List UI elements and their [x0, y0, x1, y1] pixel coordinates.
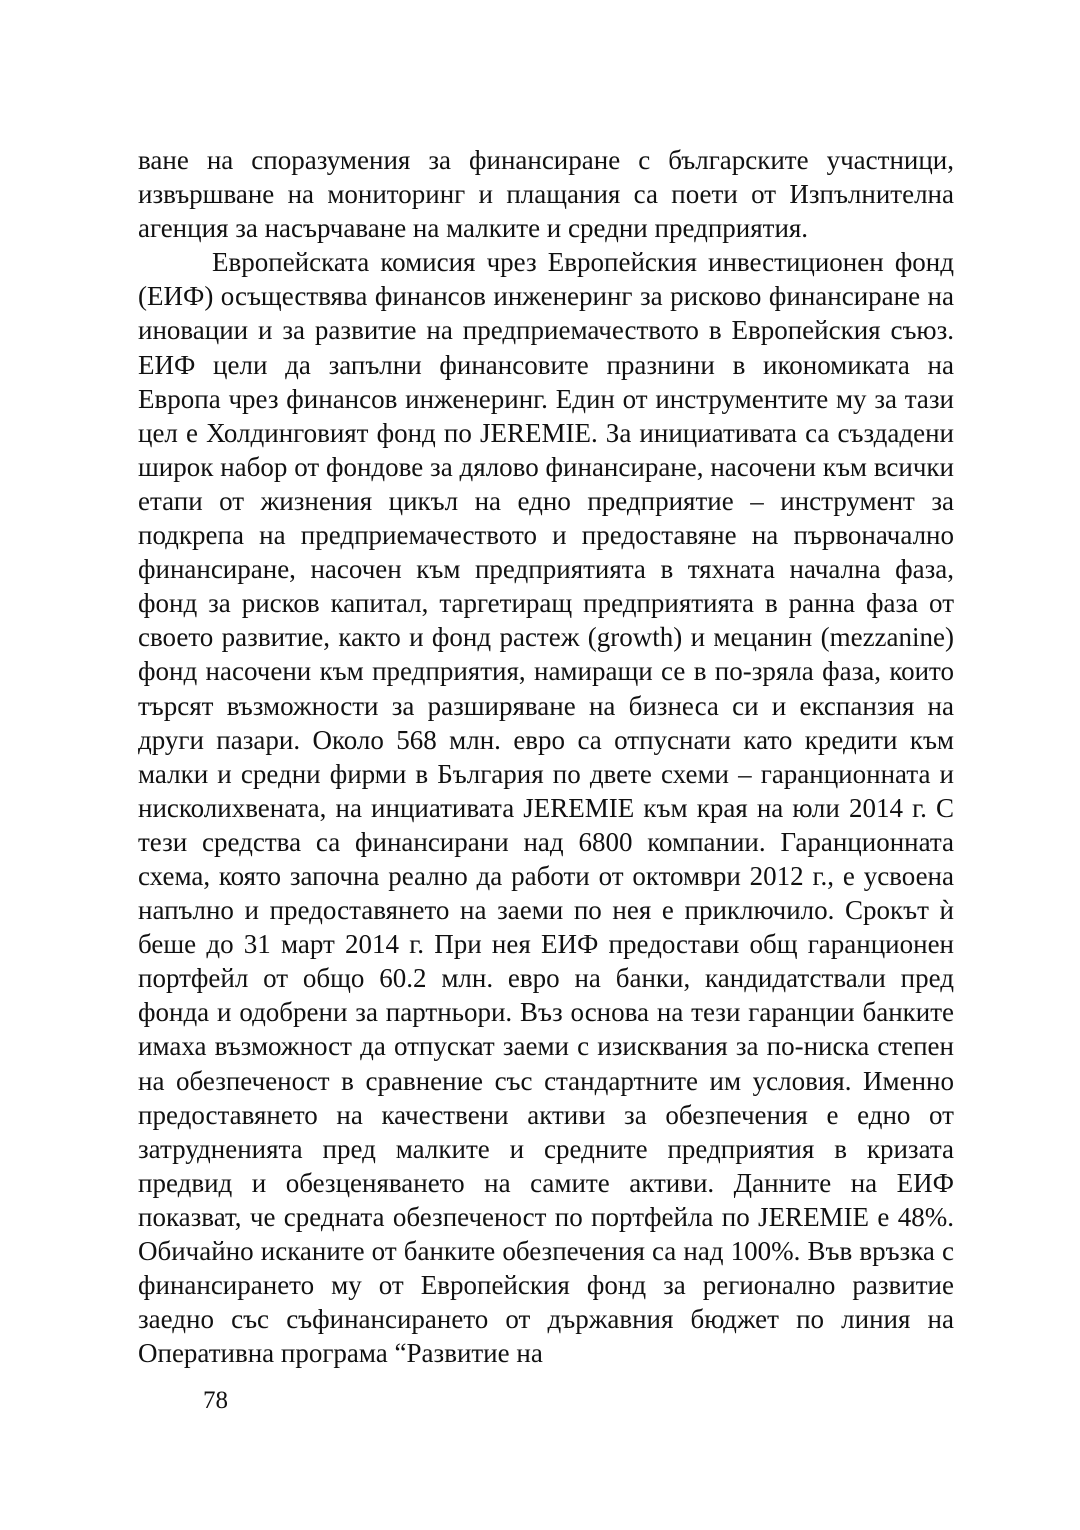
- paragraph-continuation: ване на споразумения за финансиране с българските участници, извършване на мониторинг и плащания са поети от Изпълнителна агенция за насърчаване на малките и средни предприятия.: [138, 145, 954, 244]
- paragraph-eif: Европейската комисия чрез Европейския инвестиционен фонд (ЕИФ) осъществява финансов инженеринг за рисково финансиране на иновации и за развитие на предприемачеството в Европейския съюз. ЕИФ цели да запълни финансовите празнини в икономиката на Европа чрез финансов инженеринг. Един от инструментите му за тази цел е Холдинговият фонд по JEREMIE. За инициативата са създадени широк набор от фондове за дялово финансиране, насочени към всички етапи от жизнения цикъл на едно предприятие – инструмент за подкрепа на предприемачеството и предоставяне на първоначално финансиране, насочен към предприятията в тяхната начална фаза, фонд за рисков капитал, таргетиращ предприятията в ранна фаза от своето развитие, както и фонд растеж (growth) и мецанин (mezzanine) фонд насочени към предприятия, намиращи се в по-зряла фаза, които търсят възможности за разширяване на бизнеса си и експанзия на други пазари. Около 568 млн. евро са отпуснати като кредити към малки и средни фирми в България по двете схеми – гаранционната и нисколихвената, на инциативата JEREMIE към края на юли 2014 г. С тези средства са финансирани над 6800 компании. Гаранционната схема, която започна реално да работи от октомври 2012 г., е усвоена напълно и предоставянето на заеми по нея е приключило. Срокът ѝ беше до 31 март 2014 г. При нея ЕИФ предостави общ гаранционен портфейл от общо 60.2 млн. евро на банки, кандидатствали пред фонда и одобрени за партньори. Въз основа на тези гаранции банките имаха възможност да отпускат заеми с изисквания за по-ниска степен на обезпеченост в сравнение със стандартните им условия. Именно предоставянето на качествени активи за обезпечения е едно от затрудненията пред малките и средните предприятия в кризата предвид и обезценяването на самите активи. Данните на ЕИФ показват, че средната обезпеченост по портфейла по JEREMIE е 48%. Обичайно исканите от банките обезпечения са над 100%. Във връзка с финансирането му от Европейския фонд за регионално развитие заедно със съфинансирането от държавния бюджет по линия на Оперативна програма “Развитие на: [138, 247, 954, 1369]
- body-text: [138, 143, 954, 1370]
- page-number: 78: [203, 1387, 228, 1414]
